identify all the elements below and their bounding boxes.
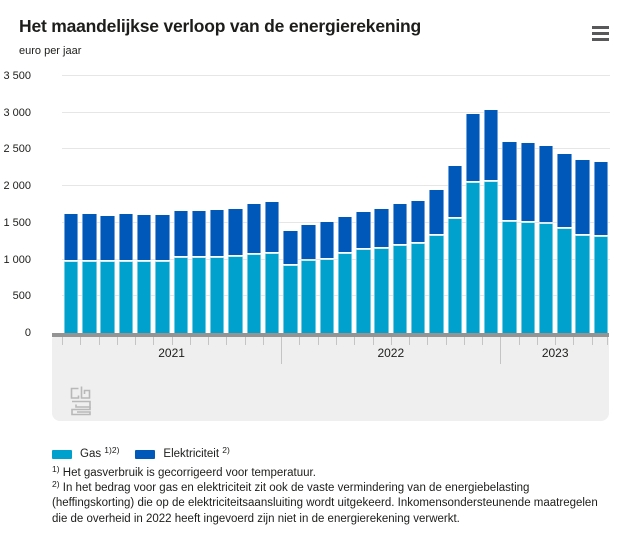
bar-gas-jun 2022[interactable] [374, 248, 388, 333]
timeline-tick [537, 337, 538, 345]
bar-elektriciteit-nov 2021[interactable] [247, 204, 261, 253]
timeline-tick [409, 337, 410, 345]
y-axis-label: 500 [12, 290, 31, 303]
timeline-tick [500, 337, 501, 364]
bar-gas-mei 2023[interactable] [575, 235, 589, 333]
timeline-tick [99, 337, 100, 345]
bar-elektriciteit-mei 2023[interactable] [575, 160, 589, 233]
bar-elektriciteit-nov 2022[interactable] [466, 114, 480, 181]
y-axis-label: 2 000 [3, 180, 31, 193]
bar-elektriciteit-jan 2023[interactable] [502, 142, 516, 221]
bar-gas-aug 2021[interactable] [192, 257, 206, 333]
timeline-tick [190, 337, 191, 345]
timeline-tick [245, 337, 246, 345]
bar-elektriciteit-okt 2021[interactable] [228, 209, 242, 256]
bar-elektriciteit-dec 2022[interactable] [484, 110, 498, 180]
y-axis-label: 1 000 [3, 253, 31, 266]
bar-elektriciteit-mei 2021[interactable] [137, 215, 151, 260]
y-axis-label: 2 500 [3, 143, 31, 156]
bar-elektriciteit-jul 2021[interactable] [174, 211, 188, 257]
legend-item-gas[interactable] [52, 445, 120, 460]
bar-gas-jan 2022[interactable] [283, 265, 297, 333]
timeline-tick [336, 337, 337, 345]
timeline-tick [555, 337, 556, 345]
bar-elektriciteit-jun 2022[interactable] [374, 209, 388, 247]
timeline-tick [607, 337, 608, 345]
timeline-tick [172, 337, 173, 345]
gridline [62, 75, 610, 76]
bar-gas-feb 2023[interactable] [521, 222, 535, 333]
bar-elektriciteit-dec 2021[interactable] [265, 202, 279, 252]
bar-gas-sep 2022[interactable] [429, 235, 443, 333]
y-axis-label: 0 [24, 327, 31, 339]
timeline-tick [592, 337, 593, 345]
bar-gas-jul 2021[interactable] [174, 257, 188, 333]
timeline-tick [208, 337, 209, 345]
footnote-1: $^{1)}$ Het gasverbruik is gecorrigeerd voor temperatuur. [52, 464, 316, 479]
bar-elektriciteit-mrt 2022[interactable] [320, 222, 334, 258]
chart-menu-button[interactable] [591, 25, 611, 42]
bar-gas-okt 2021[interactable] [228, 256, 242, 333]
menu-icon [592, 26, 609, 29]
bar-elektriciteit-aug 2022[interactable] [411, 201, 425, 242]
bar-gas-apr 2022[interactable] [338, 253, 352, 333]
bar-elektriciteit-jan 2022[interactable] [283, 231, 297, 264]
timeline-panel[interactable] [52, 337, 609, 421]
bar-gas-apr 2023[interactable] [557, 228, 571, 333]
bar-gas-jan 2021[interactable] [64, 261, 78, 333]
timeline-tick [391, 337, 392, 345]
bar-elektriciteit-feb 2022[interactable] [301, 225, 315, 259]
bar-gas-feb 2021[interactable] [82, 261, 96, 333]
bar-elektriciteit-mrt 2023[interactable] [539, 146, 553, 222]
bar-elektriciteit-sep 2021[interactable] [210, 210, 224, 256]
bar-gas-nov 2022[interactable] [466, 182, 480, 333]
bar-gas-dec 2022[interactable] [484, 181, 498, 333]
bar-elektriciteit-apr 2023[interactable] [557, 154, 571, 227]
year-label-2022: 2022 [377, 346, 405, 360]
bar-elektriciteit-sep 2022[interactable] [429, 190, 443, 234]
timeline-tick [281, 337, 282, 364]
menu-icon [592, 32, 609, 35]
timeline-tick [427, 337, 428, 345]
timeline-tick [117, 337, 118, 345]
timeline-tick [573, 337, 574, 345]
legend-item-elektriciteit[interactable] [135, 445, 230, 460]
timeline-tick [62, 337, 63, 345]
bar-gas-apr 2021[interactable] [119, 261, 133, 333]
plot-area [3, 70, 610, 339]
legend [52, 445, 230, 460]
timeline-tick [354, 337, 355, 345]
bar-gas-mrt 2021[interactable] [100, 261, 114, 333]
bar-gas-mrt 2023[interactable] [539, 223, 553, 333]
bar-elektriciteit-mei 2022[interactable] [356, 212, 370, 249]
footnotes [52, 466, 598, 527]
bar-gas-nov 2021[interactable] [247, 254, 261, 333]
elektriciteit-swatch-icon [135, 450, 155, 459]
timeline-tick [135, 337, 136, 345]
legend-label: Elektriciteit $^{2)}$ [163, 445, 230, 460]
bar-gas-okt 2022[interactable] [448, 218, 462, 333]
footnote-2: $^{2)}$ In het bedrag voor gas en elektriciteit zit ook de vaste vermindering van de energiebelasting (heffingskorting) die op de elektriciteitsaansluiting wordt uitgekeerd. Inkomensondersteunende maatregelen die de overheid in 2022 heeft ingevoerd zijn niet in de energierekening verwerkt. [52, 479, 598, 525]
year-label-2021: 2021 [158, 346, 185, 360]
chart-subtitle: euro per jaar [19, 45, 82, 57]
bar-elektriciteit-feb 2023[interactable] [521, 143, 535, 220]
timeline-tick [263, 337, 264, 345]
year-label-2023: 2023 [541, 346, 569, 360]
gridline [62, 112, 610, 113]
bar-gas-jun 2023[interactable] [594, 236, 608, 333]
bar-gas-sep 2021[interactable] [210, 257, 224, 333]
bar-gas-feb 2022[interactable] [301, 260, 315, 333]
cbs-logo [68, 385, 98, 416]
bar-gas-jan 2023[interactable] [502, 221, 516, 333]
bar-elektriciteit-jul 2022[interactable] [393, 204, 407, 244]
timeline-tick [482, 337, 483, 345]
bar-gas-jul 2022[interactable] [393, 245, 407, 333]
timeline-tick [153, 337, 154, 345]
bar-elektriciteit-apr 2022[interactable] [338, 217, 352, 252]
y-axis-label: 1 500 [3, 216, 31, 229]
menu-icon [592, 38, 609, 41]
y-axis-label: 3 000 [3, 106, 31, 119]
bar-elektriciteit-aug 2021[interactable] [192, 211, 206, 257]
bar-elektriciteit-jun 2023[interactable] [594, 162, 608, 235]
timeline-tick [226, 337, 227, 345]
bar-gas-mei 2022[interactable] [356, 249, 370, 333]
legend-label: Gas $^{1)2)}$ [80, 445, 120, 460]
bar-elektriciteit-okt 2022[interactable] [448, 166, 462, 216]
gas-swatch-icon [52, 450, 72, 459]
timeline-tick [80, 337, 81, 345]
bar-gas-jun 2021[interactable] [155, 261, 169, 333]
timeline-tick [299, 337, 300, 345]
bar-gas-mrt 2022[interactable] [320, 259, 334, 333]
timeline-tick [464, 337, 465, 345]
bar-gas-dec 2021[interactable] [265, 253, 279, 333]
timeline-tick [318, 337, 319, 345]
chart-title: Het maandelijkse verloop van de energierekening [19, 16, 422, 36]
y-axis-label: 3 500 [3, 70, 31, 82]
timeline-tick [519, 337, 520, 345]
bar-elektriciteit-jan 2021[interactable] [64, 214, 78, 260]
bar-elektriciteit-mrt 2021[interactable] [100, 216, 114, 260]
bar-elektriciteit-feb 2021[interactable] [82, 214, 96, 260]
bar-gas-aug 2022[interactable] [411, 243, 425, 333]
bar-elektriciteit-apr 2021[interactable] [119, 214, 133, 260]
timeline-tick [446, 337, 447, 345]
timeline-tick [373, 337, 374, 345]
bar-gas-mei 2021[interactable] [137, 261, 151, 333]
bar-elektriciteit-jun 2021[interactable] [155, 215, 169, 260]
